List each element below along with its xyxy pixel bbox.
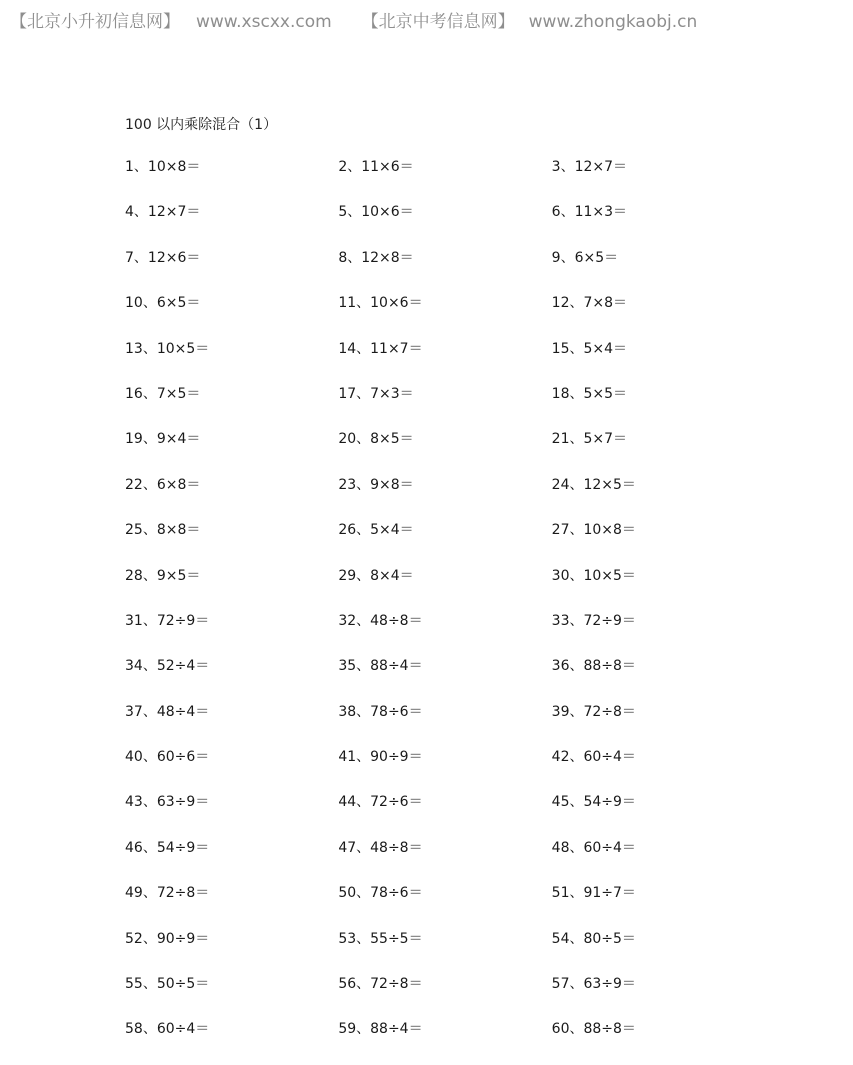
problem-row [125,520,765,565]
problem-item: 46、54÷9＝ [125,839,210,856]
problem-item: 49、72÷8＝ [125,885,210,902]
problem-item: 5、10×6＝ [338,204,414,221]
problem-item: 50、78÷6＝ [338,885,423,902]
problem-item: 31、72÷9＝ [125,612,210,629]
problem-item: 34、52÷4＝ [125,658,210,675]
problem-row [125,747,765,792]
problem-item: 25、8×8＝ [125,522,201,539]
site1-url[interactable]: www.xscxx.com [196,12,332,32]
problem-item: 44、72÷6＝ [338,794,423,811]
problem-item: 3、12×7＝ [551,159,628,175]
problem-item: 20、8×5＝ [338,431,414,448]
problem-item: 6、11×3＝ [551,204,628,221]
problem-row [125,792,765,837]
problem-item: 39、72÷8＝ [551,703,636,720]
problem-row [125,1019,765,1064]
problem-row [125,475,765,520]
problem-row [125,611,765,656]
problem-item: 12、7×8＝ [551,295,628,312]
problem-item: 60、88÷8＝ [551,1021,636,1038]
problem-item: 19、9×4＝ [125,431,201,448]
problem-item: 21、5×7＝ [551,431,628,448]
problem-item: 27、10×8＝ [551,522,636,539]
problem-item: 41、90÷9＝ [338,749,423,766]
problem-item: 48、60÷4＝ [551,839,636,856]
problem-item: 16、7×5＝ [125,385,201,402]
problem-item: 9、6×5＝ [551,249,619,266]
problem-item: 45、54÷9＝ [551,794,636,811]
problem-row [125,929,765,974]
problem-item: 2、11×6＝ [338,159,414,175]
problem-item: 40、60÷6＝ [125,749,210,766]
problem-item: 43、63÷9＝ [125,794,210,811]
problem-item: 7、12×6＝ [125,249,201,266]
problem-grid [125,157,765,1065]
problem-item: 18、5×5＝ [551,385,628,402]
problem-row [125,566,765,611]
problem-item: 54、80÷5＝ [551,930,636,947]
problem-item: 4、12×7＝ [125,204,201,221]
problem-row [125,974,765,1019]
problem-item: 47、48÷8＝ [338,839,423,856]
problem-item: 14、11×7＝ [338,340,423,357]
problem-item: 57、63÷9＝ [551,976,636,993]
problem-item: 51、91÷7＝ [551,885,636,902]
problem-item: 53、55÷5＝ [338,930,423,947]
problem-row [125,157,765,202]
problem-item: 30、10×5＝ [551,567,636,584]
problem-item: 59、88÷4＝ [338,1021,423,1038]
problem-item: 10、6×5＝ [125,295,201,312]
problem-item: 22、6×8＝ [125,476,201,493]
problem-item: 35、88÷4＝ [338,658,423,675]
problem-item: 11、10×6＝ [338,295,423,312]
problem-item: 8、12×8＝ [338,249,414,266]
worksheet-title: 100 以内乘除混合（1） [125,117,278,133]
problem-item: 38、78÷6＝ [338,703,423,720]
problem-item: 42、60÷4＝ [551,749,636,766]
site2-name: 【北京中考信息网】 [361,12,515,32]
problem-item: 26、5×4＝ [338,522,414,539]
problem-item: 55、50÷5＝ [125,976,210,993]
problem-row [125,883,765,928]
problem-row [125,656,765,701]
site1-name: 【北京小升初信息网】 [10,12,180,32]
problem-row [125,702,765,747]
problem-item: 15、5×4＝ [551,340,628,357]
problem-row [125,384,765,429]
problem-item: 37、48÷4＝ [125,703,210,720]
problem-item: 17、7×3＝ [338,385,414,402]
problem-item: 56、72÷8＝ [338,976,423,993]
problem-row [125,429,765,474]
page-header [10,7,697,32]
site2-url[interactable]: www.zhongkaobj.cn [528,12,698,32]
problem-item: 13、10×5＝ [125,340,210,357]
problem-item: 52、90÷9＝ [125,930,210,947]
problem-item: 32、48÷8＝ [338,612,423,629]
problem-row [125,339,765,384]
problem-row [125,293,765,338]
problem-item: 24、12×5＝ [551,476,636,493]
problem-item: 28、9×5＝ [125,567,201,584]
problem-item: 58、60÷4＝ [125,1021,210,1038]
problem-item: 1、10×8＝ [125,159,201,175]
problem-row [125,248,765,293]
problem-row [125,838,765,883]
problem-row [125,202,765,247]
problem-item: 29、8×4＝ [338,567,414,584]
problem-item: 23、9×8＝ [338,476,414,493]
problem-item: 33、72÷9＝ [551,612,636,629]
problem-item: 36、88÷8＝ [551,658,636,675]
